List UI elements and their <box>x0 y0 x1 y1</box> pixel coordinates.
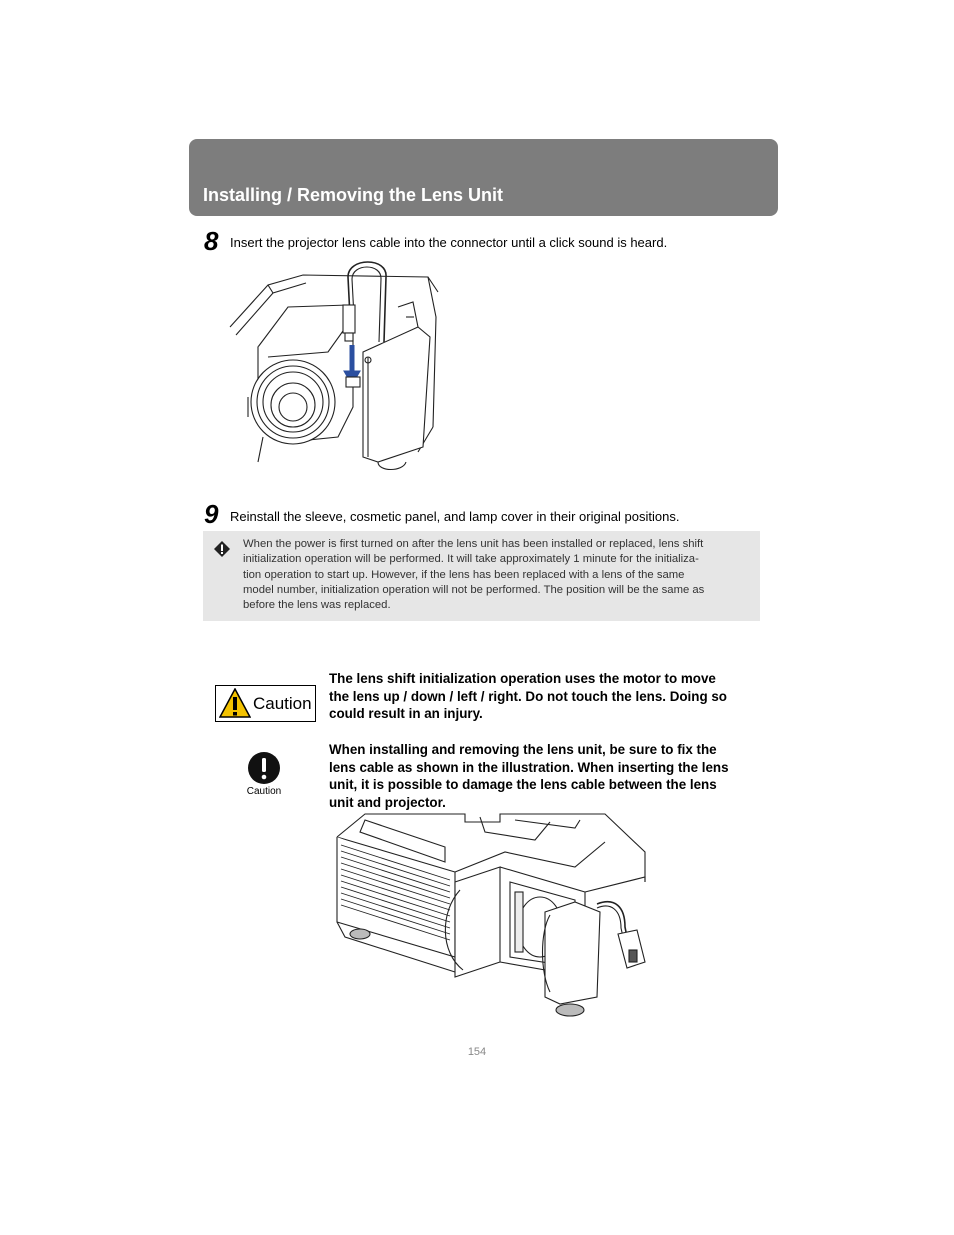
caution-line: When installing and removing the lens unit, be sure to fix the <box>329 742 717 757</box>
caution-line: The lens shift initialization operation uses the motor to move <box>329 671 716 686</box>
note-line: tion operation to start up. However, if the lens has been replaced with a lens of the same <box>243 568 685 581</box>
step-8-text: Insert the projector lens cable into the connector until a click sound is heard. <box>230 235 668 250</box>
note-line: When the power is first turned on after the lens unit has been installed or replaced, lens shift <box>243 538 704 550</box>
section-title: Installing / Removing the Lens Unit <box>203 185 504 205</box>
page-number: 154 <box>467 1046 487 1058</box>
section-header <box>189 139 778 216</box>
warning-diamond-icon <box>213 540 231 558</box>
caution-line: unit and projector. <box>329 795 446 811</box>
step-number-8: 8 <box>204 226 219 256</box>
exclamation-circle-icon <box>248 752 280 784</box>
caution-line: unit, it is possible to damage the lens cable between the lens <box>329 777 717 793</box>
note-line: before the lens was replaced. <box>243 599 391 612</box>
caution-label: Caution <box>253 694 312 713</box>
step-9-text: Reinstall the sleeve, cosmetic panel, and lamp cover in their original positions. <box>230 509 680 524</box>
caution-label-box <box>215 685 316 722</box>
note-line: model number, initialization operation will not be performed. The position will be the same as <box>243 583 705 596</box>
note-line: initialization operation will be performed. It will take approximately 1 minute for the initializa- <box>243 553 699 566</box>
note-text <box>243 537 753 613</box>
projector-lens-cable-illustration <box>335 812 647 1020</box>
note-box <box>203 531 760 621</box>
caution-text-1 <box>329 670 754 723</box>
exclamation-caption: Caution <box>246 786 282 797</box>
lens-cable-connection-illustration <box>228 257 443 472</box>
step-number-9: 9 <box>204 499 219 529</box>
caution-triangle-icon <box>219 688 251 719</box>
caution-line: could result in an injury. <box>329 706 483 722</box>
caution-line: lens cable as shown in the illustration. When inserting the lens <box>329 759 729 775</box>
caution-line: the lens up / down / left / right. Do not touch the lens. Doing so <box>329 688 727 704</box>
caution-text-2 <box>329 741 754 812</box>
